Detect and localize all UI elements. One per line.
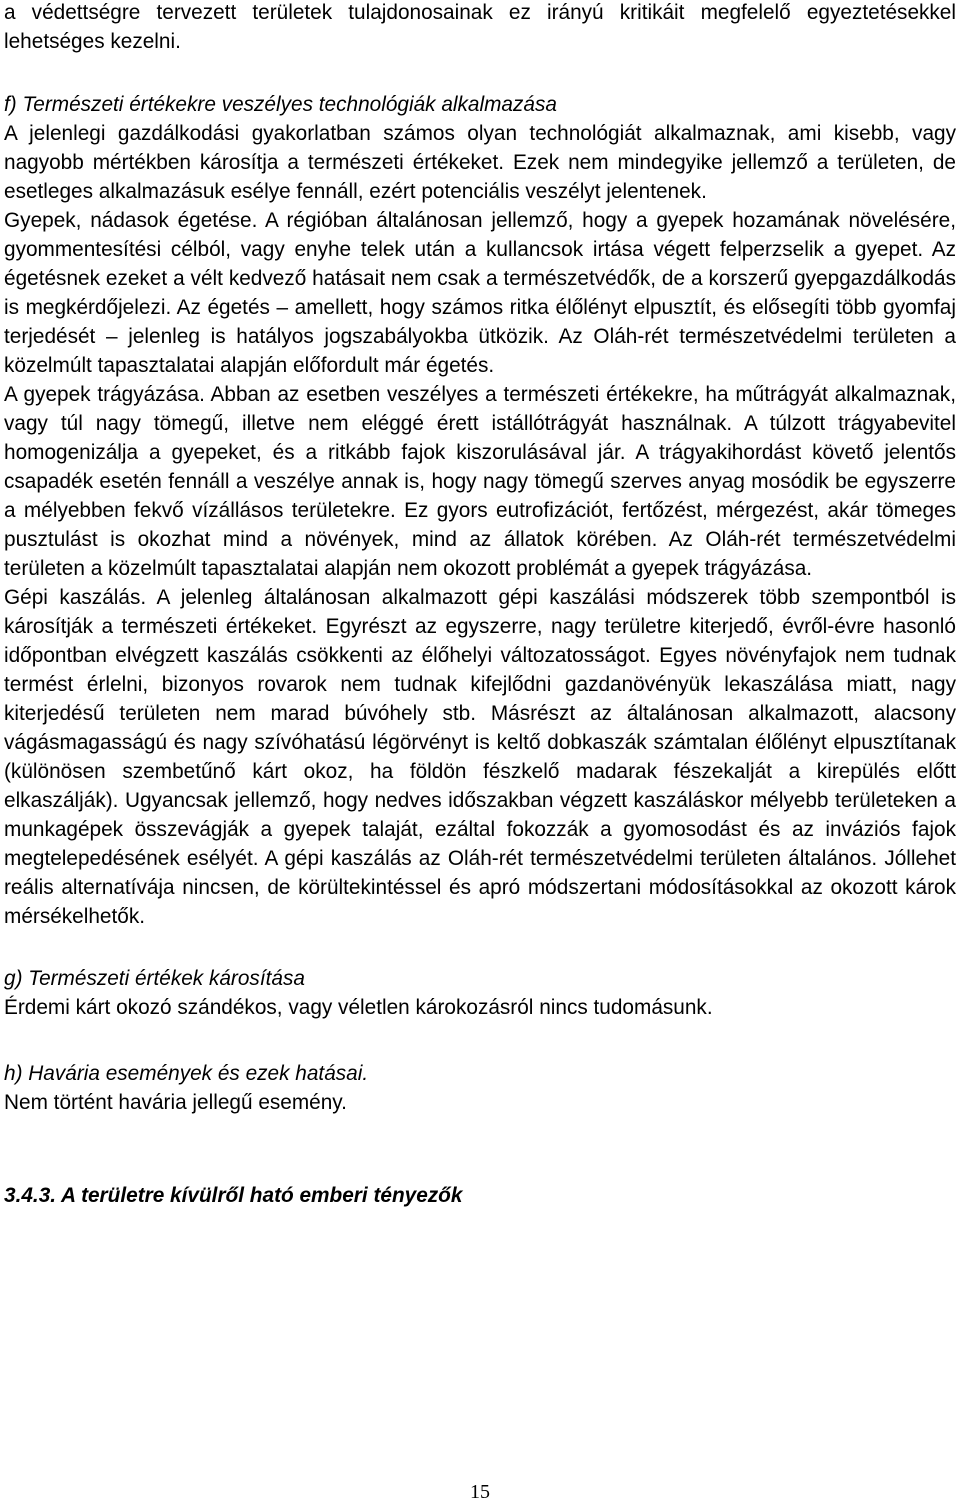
section-heading-3-4-3: 3.4.3. A területre kívülről ható emberi tényezők (4, 1184, 463, 1207)
continuation-paragraph: a védettségre tervezett területek tulajdonosainak ez irányú kritikáit megfelelő egyeztetésekkel lehetséges kezelni. (4, 1, 956, 53)
paragraph-technologies-intro: A jelenlegi gazdálkodási gyakorlatban számos olyan technológiát alkalmaznak, ami kisebb, vagy nagyobb mértékben károsítja a természeti értékeket. Ezek nem mindegyike jellemző a területen, de esetleges alkalmazásuk esélye fennáll, ezért potenciális veszélyt jelentenek. (4, 122, 956, 203)
paragraph-burning: Gyepek, nádasok égetése. A régióban általánosan jellemző, hogy a gyepek hozamának növelésére, gyommentesítési célból, vagy enyhe telek után a kullancsok irtása végett felperzselik a gyepet. Az égetésnek ezeket a vélt kedvező hatásait nem csak a természetvédők, de a korszerű gyepgazdálkodás is megkérdőjelezi. Az égetés – amellett, hogy számos ritka élőlényt elpusztít, és elősegíti több gyomfaj terjedését – jelenleg is hatályos jogszabályokba ütközik. Az Oláh-rét természetvédelmi területen a közelmúlt tapasztalatai alapján előfordult már égetés. (4, 209, 956, 377)
heading-f: f) Természeti értékekre veszélyes technológiák alkalmazása (4, 93, 557, 116)
page-number: 15 (470, 1481, 490, 1503)
paragraph-havaria: Nem történt havária jellegű esemény. (4, 1091, 347, 1114)
paragraph-damage: Érdemi kárt okozó szándékos, vagy véletlen károkozásról nincs tudomásunk. (4, 996, 713, 1019)
paragraph-mowing: Gépi kaszálás. A jelenleg általánosan alkalmazott gépi kaszálási módszerek több szempontból is károsítják a természeti értékeket. Egyrészt az egyszerre, nagy területre kiterjedő, évről-évre hasonló időpontban elvégzett kaszálás csökkenti az élőhelyi változatosságot. Egyes növényfajok nem tudnak termést érlelni, bizonyos rovarok nem tudnak kifejlődni gazdanövényük lekaszálása miatt, nagy kiterjedésű területen nem marad búvóhely stb. Másrészt az általánosan alkalmazott, alacsony vágásmagasságú és nagy szívóhatású légörvényt is keltő dobkaszák számtalan élőlényt elpusztítanak (különösen szembetűnő kárt okoz, ha földön fészkelő madarak fészekalját a kirepülés előtt elkaszálják). Ugyancsak jellemző, hogy nedves időszakban végzett kaszáláskor mélyebb területeken a munkagépek összevágják a gyepek talaját, ezáltal fokozzák a gyomosodást és az inváziós fajok megtelepedésének esélyét. A gépi kaszálás az Oláh-rét természetvédelmi területen általános. Jóllehet reális alternatívája nincsen, de körültekintéssel és apró módszertani módosításokkal az okozott károk mérsékelhetők. (4, 586, 956, 928)
heading-h: h) Havária események és ezek hatásai. (4, 1062, 369, 1085)
paragraph-manuring: A gyepek trágyázása. Abban az esetben veszélyes a természeti értékekre, ha műtrágyát alkalmaznak, vagy túl nagy tömegű, illetve nem eléggé érett istállótrágyát használnak. A túlzott trágyabevitel homogenizálja a gyepeket, és a ritkább fajok kiszorulásával jár. A trágyakihordást követő jelentős csapadék esetén fennáll a veszélye annak is, hogy nagy tömegű szerves anyag mosódik be egyszerre a mélyebben fekvő vízállásos területekre. Ez gyors eutrofizációt, fertőzést, mérgezést, akár tömeges pusztulást is okozhat mind a növények, mind az állatok körében. Az Oláh-rét természetvédelmi területen a közelmúlt tapasztalatai alapján nem okozott problémát a gyepek trágyázása. (4, 383, 956, 580)
heading-g: g) Természeti értékek károsítása (4, 967, 305, 990)
